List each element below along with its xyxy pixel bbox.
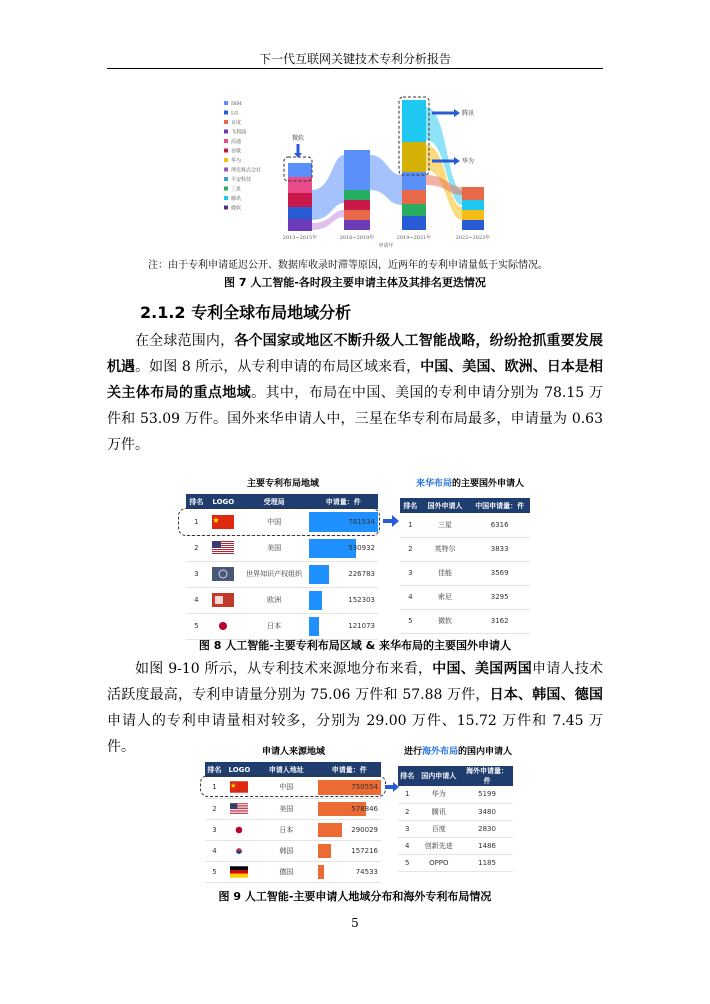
count-cell: 3833 [469, 537, 530, 561]
text-run: 申请人的专利申请量相对较多，分别为 29.00 万件、15.72 万件和 7.45 万件。 [107, 713, 603, 755]
header-rule [107, 68, 603, 69]
col-header: 排名 [186, 494, 207, 509]
applicant-cell: 三星 [421, 513, 470, 537]
bar-cell [309, 613, 378, 639]
region-cell: 中国 [240, 509, 309, 535]
legend-swatch [224, 187, 228, 191]
column-2019-2021 [402, 100, 426, 230]
legend-label: LG [231, 110, 239, 117]
page-number: 5 [351, 916, 359, 930]
count-cell: 6316 [469, 513, 530, 537]
label-tengxun: 腾讯 [462, 110, 475, 117]
section-heading: 2.1.2 专利全球布局地域分析 [140, 303, 352, 322]
figure7-sankey-chart [222, 95, 492, 250]
count-cell: 3480 [461, 803, 513, 820]
region-cell: 中国 [255, 777, 318, 798]
flow-ms-1 [312, 155, 344, 220]
value-label: 750554 [351, 783, 378, 792]
col-header: 受理局 [240, 494, 309, 509]
figure9-caption: 图 9 人工智能-主要申请人地域分布和海外专利布局情况 [218, 890, 492, 903]
rank-cell: 5 [205, 861, 224, 882]
value-label: 578846 [351, 804, 378, 813]
value-bar [309, 565, 329, 584]
region-cell: 欧洲 [240, 587, 309, 613]
count-cell: 2830 [461, 820, 513, 837]
text-run: 在全球范围内， [135, 333, 235, 349]
rank-cell: 2 [205, 798, 224, 819]
value-label: 781534 [348, 517, 375, 526]
bar-cell [318, 819, 381, 840]
legend-swatch [224, 139, 228, 143]
bar-cell [318, 840, 381, 861]
value-label: 290029 [351, 825, 378, 834]
value-bar [318, 823, 342, 837]
arrow-right-icon [385, 782, 399, 793]
table-row [400, 561, 530, 585]
rank-cell: 5 [186, 613, 207, 639]
rank-cell: 1 [205, 777, 224, 798]
col-header: 排名 [400, 498, 421, 513]
rank-cell: 2 [398, 803, 416, 820]
region-cell: 世界知识产权组织 [240, 561, 309, 587]
value-label: 121073 [348, 622, 375, 630]
rank-cell: 5 [400, 609, 421, 633]
rank-cell: 1 [400, 513, 421, 537]
title-highlight: 海外布局 [421, 747, 458, 757]
title-rest: 进行 [403, 747, 422, 757]
rank-cell: 4 [205, 840, 224, 861]
table-row [398, 854, 513, 871]
rank-cell: 4 [400, 585, 421, 609]
bar-cell [309, 535, 378, 561]
table-row [205, 798, 381, 819]
legend-label: 华为 [231, 158, 242, 164]
text-run: 。其中，布局在中国、美国的专利申请分别为 78.15 万件和 53.09 万件。国外来华申请人中，三星在华专利布局最多，申请量为 0.63 万件。 [107, 385, 604, 453]
table-row [398, 837, 513, 854]
kr-flag-icon [230, 845, 248, 857]
figure9-right-table [398, 766, 513, 872]
logo-cell [207, 613, 240, 639]
legend-swatch [224, 196, 228, 200]
logo-cell [207, 561, 240, 587]
column-2016-2018 [344, 150, 370, 230]
rank-cell: 3 [400, 561, 421, 585]
period-label: 2013~2015年 [282, 235, 318, 241]
legend-label: IBM [231, 101, 242, 107]
text-run: 如图 9-10 所示，从专利技术来源地分布来看， [135, 661, 433, 677]
bold-run: 各个国家或地区不断升级人工智能战略，纷纷抢抓重要发展机遇 [107, 333, 603, 375]
figure7-note: 注：由于专利申请延迟公开、数据库收录时滞等原因，近两年的专利申请量低于实际情况。 [148, 260, 548, 271]
bold-run: 日本、韩国、德国 [489, 687, 604, 703]
period-label: 2022~2023年 [455, 235, 491, 241]
logo-cell [207, 535, 240, 561]
jp-flag-icon [230, 824, 248, 836]
value-label: 226783 [348, 570, 375, 578]
legend-label: 三星 [231, 186, 242, 193]
bar-cell [318, 861, 381, 882]
axis-title: 申请年 [378, 243, 394, 249]
table-row [186, 535, 378, 561]
running-header: 下一代互联网关键技术专利分析报告 [258, 52, 451, 66]
legend-swatch [224, 158, 228, 162]
region-cell: 美国 [240, 535, 309, 561]
value-label: 152303 [348, 596, 375, 604]
legend-label: 平安科技 [231, 177, 252, 183]
legend-label: 谷歌 [231, 148, 242, 155]
applicant-cell: 英特尔 [421, 537, 470, 561]
bar-cell [318, 798, 381, 819]
value-bar [318, 844, 331, 858]
rank-cell: 4 [398, 837, 416, 854]
legend-label: 百度 [231, 120, 242, 126]
table-row [205, 840, 381, 861]
col-header: LOGO [207, 494, 240, 509]
bar-cell [309, 587, 378, 613]
bold-run: 中国、美国两国 [432, 661, 533, 677]
region-cell: 美国 [255, 798, 318, 819]
figure9-right-title [398, 744, 518, 757]
value-label: 74533 [355, 867, 378, 876]
table-row [398, 820, 513, 837]
col-header: 海外申请量：件 [461, 766, 513, 786]
arrow-right-head-icon [454, 157, 460, 165]
figure8-left-title: 主要专利布局地域 [246, 479, 319, 489]
value-label: 530932 [348, 544, 375, 552]
column-2013-2015 [288, 163, 312, 231]
table-row [186, 561, 378, 587]
applicant-cell: OPPO [416, 854, 461, 871]
table-row [400, 513, 530, 537]
col-header: 申请量：件 [309, 494, 378, 509]
applicant-cell: 创新先进 [416, 837, 461, 854]
col-header: 中国申请量：件 [469, 498, 530, 513]
table-row [398, 803, 513, 820]
rank-cell: 4 [186, 587, 207, 613]
rank-cell: 3 [205, 819, 224, 840]
applicant-cell: 华为 [416, 786, 461, 803]
de-flag-icon [230, 866, 248, 878]
flow-3 [370, 155, 402, 205]
logo-cell [224, 798, 255, 819]
text-run: 申请人技术活跃度最高，专利申请量分别为 75.06 万件和 57.88 万件， [107, 661, 604, 703]
highlight-china-row [178, 508, 380, 536]
value-bar [309, 591, 323, 610]
figure9-left-title: 申请人来源地域 [261, 747, 325, 757]
table-row [186, 613, 378, 639]
legend-label: 理光株式会社 [231, 167, 262, 174]
region-cell: 韩国 [255, 840, 318, 861]
col-header: 国外申请人 [421, 498, 470, 513]
wipo-flag-icon [212, 567, 234, 581]
legend-swatch [224, 111, 228, 115]
label-weiruan: 微软 [292, 135, 305, 142]
sankey-svg [222, 95, 492, 250]
value-label: 157216 [351, 846, 378, 855]
logo-cell [224, 840, 255, 861]
col-header: 排名 [205, 762, 224, 777]
applicant-cell: 索尼 [421, 585, 470, 609]
highlight-china-row [200, 775, 386, 797]
legend-label: 微软 [231, 205, 242, 212]
legend-label: 高通 [231, 139, 242, 145]
label-huawei: 华为 [462, 158, 475, 165]
table-row [205, 861, 381, 882]
logo-cell [224, 861, 255, 882]
col-header: LOGO [224, 762, 255, 777]
arrow-right-icon [383, 515, 399, 527]
rank-cell: 3 [398, 820, 416, 837]
rank-cell: 3 [186, 561, 207, 587]
rank-cell: 2 [186, 535, 207, 561]
figure8-right-title [400, 476, 540, 489]
rank-cell: 1 [186, 509, 207, 535]
col-header: 申请量：件 [318, 762, 381, 777]
table-row [398, 786, 513, 803]
count-cell: 3569 [469, 561, 530, 585]
legend-swatch [224, 168, 228, 172]
table-row [400, 609, 530, 633]
legend-swatch [224, 206, 228, 210]
bar-cell [309, 561, 378, 587]
legend-swatch [224, 149, 228, 153]
count-cell: 3162 [469, 609, 530, 633]
ep-flag-icon [212, 593, 234, 607]
figure8-caption: 图 8 人工智能-主要专利布局区域 & 来华布局的主要国外申请人 [198, 639, 512, 652]
value-bar [318, 865, 324, 879]
title-rest: 的国内申请人 [458, 747, 513, 757]
period-label: 2016~2018年 [339, 235, 375, 241]
legend-swatch [224, 177, 228, 181]
rank-cell: 2 [400, 537, 421, 561]
table-row [205, 819, 381, 840]
logo-cell [207, 587, 240, 613]
paragraph-1 [107, 328, 603, 458]
count-cell: 1185 [461, 854, 513, 871]
region-cell: 日本 [240, 613, 309, 639]
table-row [186, 587, 378, 613]
legend-swatch [224, 130, 228, 134]
applicant-cell: 微软 [421, 609, 470, 633]
legend-swatch [224, 101, 228, 105]
table-row [400, 537, 530, 561]
bold-run: 中国、美国、欧洲、日本是相关主体布局的重点地域 [107, 359, 603, 401]
title-rest: 的主要国外申请人 [452, 479, 525, 489]
arrow-right-head-icon [454, 109, 460, 117]
region-cell: 德国 [255, 861, 318, 882]
column-2022-2023 [462, 187, 484, 230]
table-row [400, 585, 530, 609]
col-header: 国内申请人 [416, 766, 461, 786]
applicant-cell: 百度 [416, 820, 461, 837]
us-flag-icon [230, 803, 248, 815]
legend-label: 腾讯 [231, 196, 242, 202]
applicant-cell: 腾讯 [416, 803, 461, 820]
legend-swatch [224, 120, 228, 124]
applicant-cell: 佳能 [421, 561, 470, 585]
col-header: 排名 [398, 766, 416, 786]
rank-cell: 5 [398, 854, 416, 871]
rank-cell: 1 [398, 786, 416, 803]
figure8-right-table [400, 498, 530, 634]
value-bar [309, 617, 320, 636]
jp-flag-icon [212, 619, 234, 633]
region-cell: 日本 [255, 819, 318, 840]
text-run: 。如图 8 所示，从专利申请的布局区域来看， [135, 359, 421, 375]
logo-cell [224, 819, 255, 840]
count-cell: 5199 [461, 786, 513, 803]
legend-label: 飞利浦 [231, 129, 247, 136]
figure7-caption: 图 7 人工智能-各时段主要申请主体及其排名更迭情况 [224, 276, 486, 289]
sankey-legend [224, 101, 261, 212]
us-flag-icon [212, 541, 234, 555]
col-header: 申请人地址 [255, 762, 318, 777]
count-cell: 1486 [461, 837, 513, 854]
period-label: 2019~2021年 [396, 235, 432, 241]
count-cell: 3295 [469, 585, 530, 609]
title-highlight: 来华布局 [415, 479, 452, 489]
